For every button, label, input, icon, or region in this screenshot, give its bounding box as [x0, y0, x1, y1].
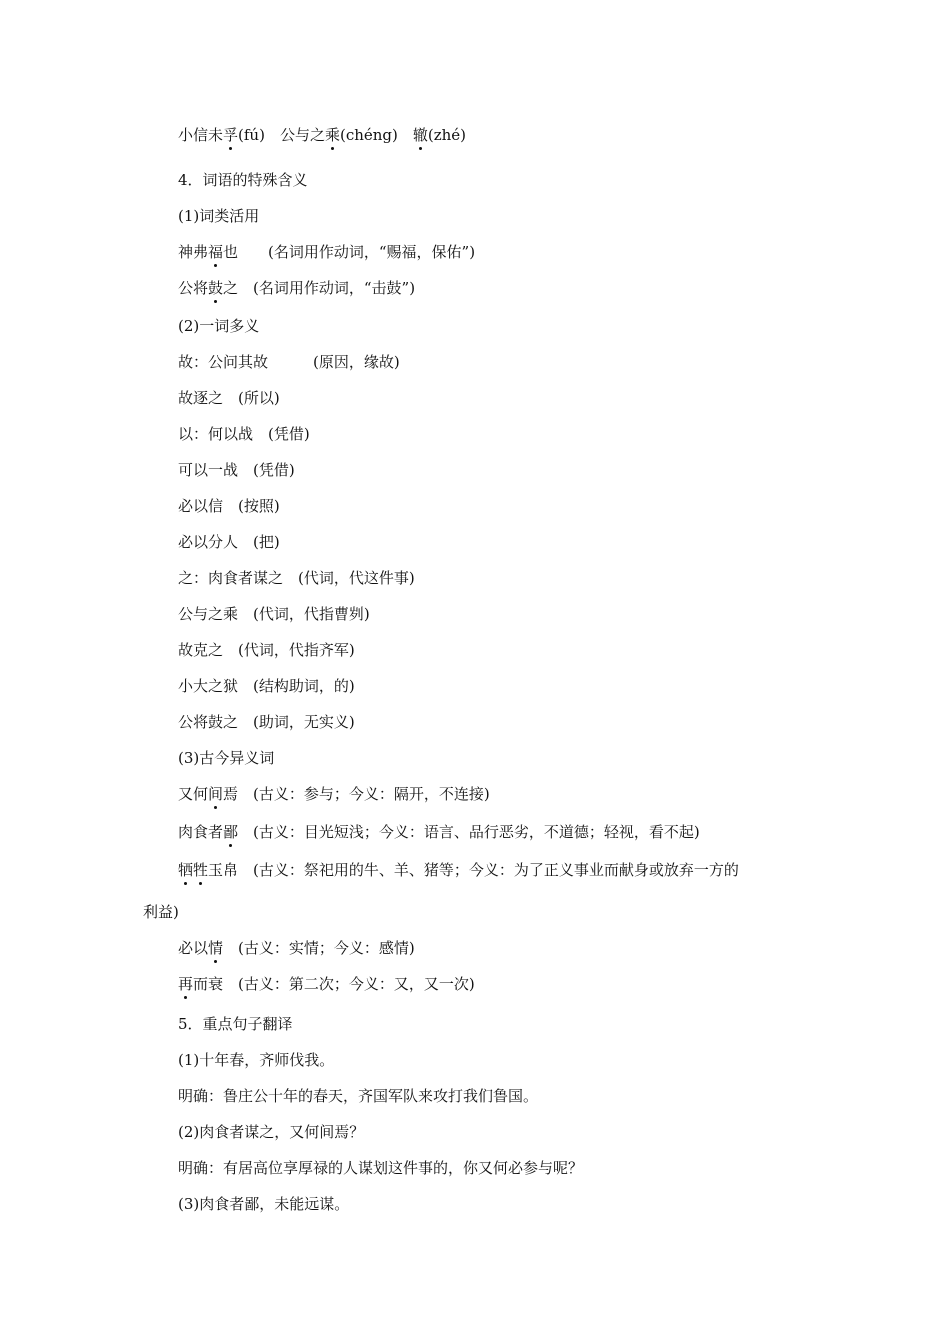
- text-run: 之 (名词用作动词，“击鼓”): [223, 279, 416, 297]
- text-line: [178, 352, 400, 372]
- text-run: 明确：鲁庄公十年的春天，齐国军队来攻打我们鲁国。: [178, 1087, 539, 1105]
- emphasized-character: 鼓: [208, 279, 224, 297]
- text-run: (3)古今异义词: [178, 749, 275, 767]
- text-line: [178, 676, 355, 696]
- text-run: 而衰 (古义：第二次；今义：又，又一次): [193, 975, 475, 993]
- text-line: [178, 604, 370, 624]
- emphasized-character: 辙: [412, 126, 428, 144]
- text-line: [178, 1122, 364, 1142]
- text-line: [178, 712, 355, 732]
- text-run: 神弗: [178, 243, 209, 261]
- text-line: [178, 170, 308, 190]
- text-run: 以：何以战 (凭借): [178, 425, 310, 443]
- text-run: 小大之狱 (结构助词，的): [178, 677, 355, 695]
- text-line: [178, 1050, 334, 1070]
- text-run: 可以一战 (凭借): [178, 461, 295, 479]
- text-run: 小信未: [178, 126, 224, 144]
- text-run: 必以: [178, 939, 209, 957]
- text-run: (2)肉食者谋之，又何间焉？: [178, 1123, 365, 1141]
- text-run: 也 (名词用作动词，“赐福，保佑”): [223, 243, 476, 261]
- text-line: [178, 748, 274, 768]
- text-line: [178, 974, 475, 994]
- text-line: [178, 206, 259, 226]
- text-run: (1)词类活用: [178, 207, 260, 225]
- text-run: (2)一词多义: [178, 317, 260, 335]
- text-line: [178, 860, 739, 880]
- emphasized-character: 乘: [324, 126, 340, 144]
- text-run: 之：肉食者谋之 (代词，代这件事): [178, 569, 415, 587]
- text-run: 公与之乘 (代词，代指曹刿): [178, 605, 370, 623]
- text-run: (3)肉食者鄙，未能远谋。: [178, 1195, 350, 1213]
- text-run: 公将: [178, 279, 209, 297]
- emphasized-character: 牲: [193, 861, 209, 879]
- text-line: [178, 568, 415, 588]
- text-line: [178, 1158, 583, 1178]
- text-run: (chéng): [339, 126, 413, 144]
- text-run: 4．词语的特殊含义: [178, 171, 308, 189]
- text-run: 玉帛 (古义：祭祀用的牛、羊、猪等；今义：为了正义事业而献身或放弃一方的: [208, 861, 739, 879]
- text-line: [178, 242, 475, 262]
- text-run: (fú) 公与之: [238, 126, 325, 144]
- text-run: 肉食者: [178, 823, 224, 841]
- emphasized-character: 鄙: [223, 823, 239, 841]
- text-run: 5．重点句子翻译: [178, 1015, 293, 1033]
- text-run: 公将鼓之 (助词，无实义): [178, 713, 355, 731]
- text-run: 故逐之 (所以): [178, 389, 280, 407]
- text-run: (古义：实情；今义：感情): [223, 939, 415, 957]
- text-run: 故克之 (代词，代指齐军): [178, 641, 355, 659]
- text-line: [178, 532, 280, 552]
- text-run: (zhé): [427, 126, 467, 144]
- text-run: 焉 (古义：参与；今义：隔开，不连接): [223, 785, 490, 803]
- text-line: [178, 938, 415, 958]
- text-line: [178, 822, 700, 842]
- emphasized-character: 再: [178, 975, 194, 993]
- emphasized-character: 孚: [223, 126, 239, 144]
- text-run: 必以分人 (把): [178, 533, 280, 551]
- text-line: [178, 784, 490, 804]
- emphasized-character: 牺: [178, 861, 194, 879]
- text-run: 明确：有居高位享厚禄的人谋划这件事的，你又何必参与呢？: [178, 1159, 584, 1177]
- text-run: 又何: [178, 785, 209, 803]
- text-line: [178, 1194, 349, 1214]
- emphasized-character: 间: [208, 785, 224, 803]
- text-run: 故：公问其故 (原因，缘故): [178, 353, 400, 371]
- text-line: [178, 316, 259, 336]
- text-line: [178, 388, 280, 408]
- text-line: [178, 1086, 538, 1106]
- text-line: [178, 1014, 293, 1034]
- text-line: [178, 460, 295, 480]
- text-run: 利益): [143, 903, 179, 921]
- text-run: 必以信 (按照): [178, 497, 280, 515]
- emphasized-character: 福: [208, 243, 224, 261]
- text-line: [178, 278, 415, 298]
- text-line-continuation: [143, 902, 179, 922]
- emphasized-character: 情: [208, 939, 224, 957]
- text-line: [178, 640, 355, 660]
- text-line: [178, 496, 280, 516]
- text-line: [178, 125, 466, 145]
- text-run: (古义：目光短浅；今义：语言、品行恶劣，不道德；轻视，看不起): [238, 823, 700, 841]
- text-line: [178, 424, 310, 444]
- text-run: (1)十年春，齐师伐我。: [178, 1051, 335, 1069]
